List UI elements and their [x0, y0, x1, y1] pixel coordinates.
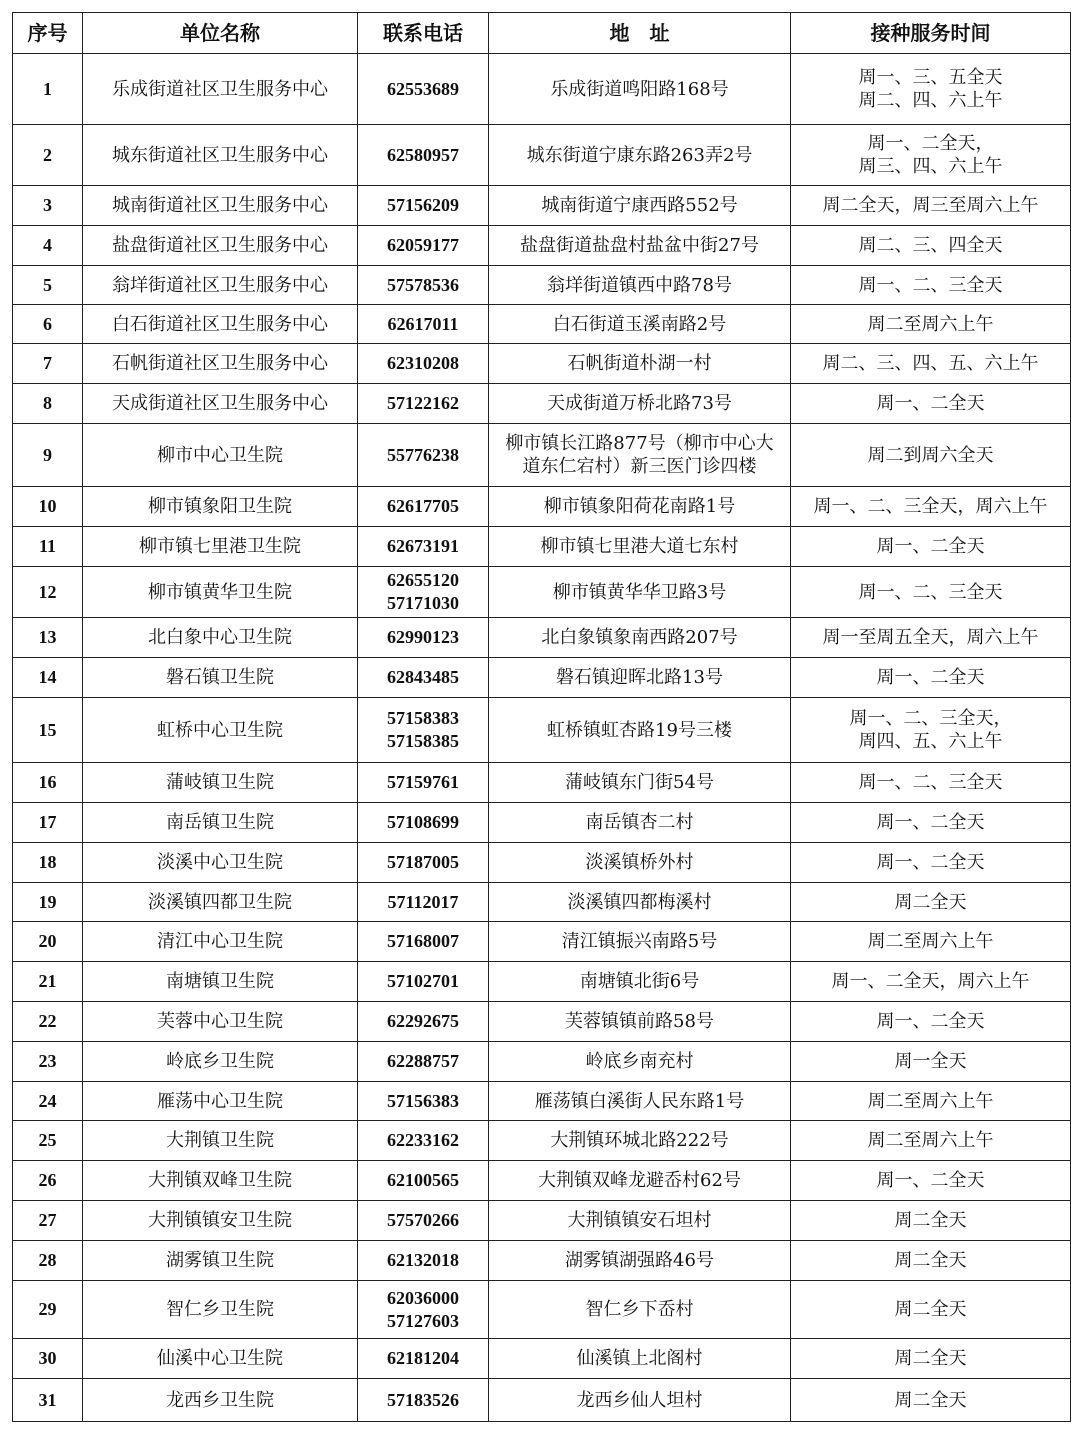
- service-hours: 周一、二、三全天，周六上午: [791, 487, 1071, 527]
- row-number: 4: [13, 226, 83, 266]
- header-no: 序号: [13, 13, 83, 54]
- row-number: 26: [13, 1161, 83, 1201]
- unit-name: 乐成街道社区卫生服务中心: [83, 54, 358, 125]
- row-number: 13: [13, 618, 83, 658]
- table-row: [13, 424, 1071, 487]
- table-row: [13, 266, 1071, 305]
- phone-number: 62132018: [358, 1241, 489, 1281]
- service-hours: 周一、二、三全天， 周四、五、六上午: [791, 698, 1071, 763]
- unit-name: 芙蓉中心卫生院: [83, 1002, 358, 1042]
- phone-number: 62036000 57127603: [358, 1281, 489, 1339]
- service-hours: 周一、二全天: [791, 803, 1071, 843]
- phone-number: 62310208: [358, 344, 489, 384]
- row-number: 12: [13, 567, 83, 618]
- header-row: [13, 13, 1071, 54]
- address: 智仁乡下岙村: [489, 1281, 791, 1339]
- header-address: 地 址: [489, 13, 791, 54]
- unit-name: 石帆街道社区卫生服务中心: [83, 344, 358, 384]
- address: 清江镇振兴南路5号: [489, 922, 791, 962]
- phone-number: 57112017: [358, 883, 489, 922]
- row-number: 7: [13, 344, 83, 384]
- address: 城南街道宁康西路552号: [489, 186, 791, 226]
- phone-number: 62617705: [358, 487, 489, 527]
- address: 乐成街道鸣阳路168号: [489, 54, 791, 125]
- phone-number: 57156209: [358, 186, 489, 226]
- row-number: 25: [13, 1121, 83, 1161]
- row-number: 17: [13, 803, 83, 843]
- address: 柳市镇长江路877号（柳市中心大 道东仁宕村）新三医门诊四楼: [489, 424, 791, 487]
- table-row: [13, 186, 1071, 226]
- service-hours: 周二至周六上午: [791, 1121, 1071, 1161]
- unit-name: 柳市镇七里港卫生院: [83, 527, 358, 567]
- address: 盐盘街道盐盘村盐盆中街27号: [489, 226, 791, 266]
- service-hours: 周二到周六全天: [791, 424, 1071, 487]
- phone-number: 62100565: [358, 1161, 489, 1201]
- service-hours: 周一、二全天: [791, 1002, 1071, 1042]
- address: 天成街道万桥北路73号: [489, 384, 791, 424]
- table-row: [13, 1241, 1071, 1281]
- address: 湖雾镇湖强路46号: [489, 1241, 791, 1281]
- table-row: [13, 618, 1071, 658]
- address: 大荆镇双峰龙避岙村62号: [489, 1161, 791, 1201]
- service-hours: 周二全天: [791, 1241, 1071, 1281]
- table-row: [13, 883, 1071, 922]
- unit-name: 大荆镇双峰卫生院: [83, 1161, 358, 1201]
- row-number: 6: [13, 305, 83, 344]
- phone-number: 57102701: [358, 962, 489, 1002]
- table-row: [13, 763, 1071, 803]
- row-number: 23: [13, 1042, 83, 1082]
- row-number: 27: [13, 1201, 83, 1241]
- service-hours: 周一、二、三全天: [791, 763, 1071, 803]
- service-hours: 周二、三、四全天: [791, 226, 1071, 266]
- service-hours: 周一、二全天: [791, 658, 1071, 698]
- unit-name: 蒲岐镇卫生院: [83, 763, 358, 803]
- unit-name: 南塘镇卫生院: [83, 962, 358, 1002]
- address: 柳市镇象阳荷花南路1号: [489, 487, 791, 527]
- table-row: [13, 962, 1071, 1002]
- address: 淡溪镇桥外村: [489, 843, 791, 883]
- address: 石帆街道朴湖一村: [489, 344, 791, 384]
- phone-number: 57168007: [358, 922, 489, 962]
- table-row: [13, 226, 1071, 266]
- table-row: [13, 487, 1071, 527]
- service-hours: 周二全天: [791, 1339, 1071, 1379]
- row-number: 19: [13, 883, 83, 922]
- table-row: [13, 1002, 1071, 1042]
- service-hours: 周二至周六上午: [791, 305, 1071, 344]
- phone-number: 57122162: [358, 384, 489, 424]
- row-number: 30: [13, 1339, 83, 1379]
- phone-number: 62292675: [358, 1002, 489, 1042]
- address: 蒲岐镇东门街54号: [489, 763, 791, 803]
- unit-name: 北白象中心卫生院: [83, 618, 358, 658]
- phone-number: 62990123: [358, 618, 489, 658]
- unit-name: 龙西乡卫生院: [83, 1379, 358, 1422]
- service-hours: 周二全天: [791, 883, 1071, 922]
- service-hours: 周二至周六上午: [791, 1082, 1071, 1121]
- phone-number: 62655120 57171030: [358, 567, 489, 618]
- phone-number: 62288757: [358, 1042, 489, 1082]
- address: 大荆镇环城北路222号: [489, 1121, 791, 1161]
- address: 雁荡镇白溪街人民东路1号: [489, 1082, 791, 1121]
- unit-name: 翁垟街道社区卫生服务中心: [83, 266, 358, 305]
- service-hours: 周一、二、三全天: [791, 266, 1071, 305]
- service-hours: 周一全天: [791, 1042, 1071, 1082]
- service-hours: 周二全天: [791, 1379, 1071, 1422]
- unit-name: 磐石镇卫生院: [83, 658, 358, 698]
- address: 芙蓉镇镇前路58号: [489, 1002, 791, 1042]
- unit-name: 岭底乡卫生院: [83, 1042, 358, 1082]
- unit-name: 南岳镇卫生院: [83, 803, 358, 843]
- unit-name: 柳市镇象阳卫生院: [83, 487, 358, 527]
- unit-name: 大荆镇卫生院: [83, 1121, 358, 1161]
- unit-name: 城东街道社区卫生服务中心: [83, 125, 358, 186]
- phone-number: 57156383: [358, 1082, 489, 1121]
- unit-name: 仙溪中心卫生院: [83, 1339, 358, 1379]
- unit-name: 大荆镇镇安卫生院: [83, 1201, 358, 1241]
- service-hours: 周一、二全天， 周三、四、六上午: [791, 125, 1071, 186]
- table-row: [13, 344, 1071, 384]
- service-hours: 周一、二全天: [791, 843, 1071, 883]
- row-number: 18: [13, 843, 83, 883]
- unit-name: 清江中心卫生院: [83, 922, 358, 962]
- table-row: [13, 1281, 1071, 1339]
- address: 南岳镇杏二村: [489, 803, 791, 843]
- table-row: [13, 658, 1071, 698]
- service-hours: 周一、二、三全天: [791, 567, 1071, 618]
- address: 仙溪镇上北阁村: [489, 1339, 791, 1379]
- row-number: 21: [13, 962, 83, 1002]
- phone-number: 62580957: [358, 125, 489, 186]
- row-number: 28: [13, 1241, 83, 1281]
- phone-number: 62233162: [358, 1121, 489, 1161]
- table-row: [13, 305, 1071, 344]
- phone-number: 62843485: [358, 658, 489, 698]
- address: 北白象镇象南西路207号: [489, 618, 791, 658]
- unit-name: 盐盘街道社区卫生服务中心: [83, 226, 358, 266]
- address: 磐石镇迎晖北路13号: [489, 658, 791, 698]
- table-row: [13, 843, 1071, 883]
- service-hours: 周二全天，周三至周六上午: [791, 186, 1071, 226]
- unit-name: 天成街道社区卫生服务中心: [83, 384, 358, 424]
- phone-number: 62059177: [358, 226, 489, 266]
- service-hours: 周一、二全天: [791, 1161, 1071, 1201]
- table-row: [13, 803, 1071, 843]
- phone-number: 57108699: [358, 803, 489, 843]
- unit-name: 白石街道社区卫生服务中心: [83, 305, 358, 344]
- phone-number: 62553689: [358, 54, 489, 125]
- address: 龙西乡仙人坦村: [489, 1379, 791, 1422]
- table-row: [13, 1042, 1071, 1082]
- phone-number: 57159761: [358, 763, 489, 803]
- row-number: 10: [13, 487, 83, 527]
- address: 淡溪镇四都梅溪村: [489, 883, 791, 922]
- header-phone: 联系电话: [358, 13, 489, 54]
- unit-name: 虹桥中心卫生院: [83, 698, 358, 763]
- unit-name: 城南街道社区卫生服务中心: [83, 186, 358, 226]
- row-number: 22: [13, 1002, 83, 1042]
- table-row: [13, 1082, 1071, 1121]
- row-number: 31: [13, 1379, 83, 1422]
- table-row: [13, 1339, 1071, 1379]
- service-hours: 周一、二全天，周六上午: [791, 962, 1071, 1002]
- table-row: [13, 1379, 1071, 1422]
- row-number: 16: [13, 763, 83, 803]
- phone-number: 57570266: [358, 1201, 489, 1241]
- address: 城东街道宁康东路263弄2号: [489, 125, 791, 186]
- header-hours: 接种服务时间: [791, 13, 1071, 54]
- row-number: 8: [13, 384, 83, 424]
- table-row: [13, 527, 1071, 567]
- phone-number: 57578536: [358, 266, 489, 305]
- service-hours: 周二全天: [791, 1201, 1071, 1241]
- phone-number: 57183526: [358, 1379, 489, 1422]
- vaccination-sites-table: [12, 12, 1071, 1422]
- row-number: 11: [13, 527, 83, 567]
- table-row: [13, 1161, 1071, 1201]
- phone-number: 55776238: [358, 424, 489, 487]
- address: 柳市镇黄华华卫路3号: [489, 567, 791, 618]
- row-number: 9: [13, 424, 83, 487]
- unit-name: 柳市中心卫生院: [83, 424, 358, 487]
- service-hours: 周一、二全天: [791, 384, 1071, 424]
- address: 虹桥镇虹杏路19号三楼: [489, 698, 791, 763]
- unit-name: 柳市镇黄华卫生院: [83, 567, 358, 618]
- table-row: [13, 1121, 1071, 1161]
- phone-number: 57187005: [358, 843, 489, 883]
- table-row: [13, 384, 1071, 424]
- service-hours: 周一、三、五全天 周二、四、六上午: [791, 54, 1071, 125]
- row-number: 2: [13, 125, 83, 186]
- table-row: [13, 54, 1071, 125]
- unit-name: 淡溪镇四都卫生院: [83, 883, 358, 922]
- address: 白石街道玉溪南路2号: [489, 305, 791, 344]
- service-hours: 周一至周五全天，周六上午: [791, 618, 1071, 658]
- table-row: [13, 125, 1071, 186]
- address: 大荆镇镇安石坦村: [489, 1201, 791, 1241]
- row-number: 5: [13, 266, 83, 305]
- service-hours: 周一、二全天: [791, 527, 1071, 567]
- table-row: [13, 698, 1071, 763]
- address: 柳市镇七里港大道七东村: [489, 527, 791, 567]
- service-hours: 周二至周六上午: [791, 922, 1071, 962]
- table-row: [13, 567, 1071, 618]
- service-hours: 周二全天: [791, 1281, 1071, 1339]
- unit-name: 雁荡中心卫生院: [83, 1082, 358, 1121]
- address: 岭底乡南充村: [489, 1042, 791, 1082]
- row-number: 15: [13, 698, 83, 763]
- row-number: 29: [13, 1281, 83, 1339]
- phone-number: 57158383 57158385: [358, 698, 489, 763]
- service-hours: 周二、三、四、五、六上午: [791, 344, 1071, 384]
- row-number: 3: [13, 186, 83, 226]
- phone-number: 62181204: [358, 1339, 489, 1379]
- row-number: 24: [13, 1082, 83, 1121]
- unit-name: 湖雾镇卫生院: [83, 1241, 358, 1281]
- header-name: 单位名称: [83, 13, 358, 54]
- table-row: [13, 922, 1071, 962]
- unit-name: 淡溪中心卫生院: [83, 843, 358, 883]
- table-row: [13, 1201, 1071, 1241]
- address: 翁垟街道镇西中路78号: [489, 266, 791, 305]
- address: 南塘镇北街6号: [489, 962, 791, 1002]
- row-number: 14: [13, 658, 83, 698]
- row-number: 20: [13, 922, 83, 962]
- phone-number: 62673191: [358, 527, 489, 567]
- row-number: 1: [13, 54, 83, 125]
- phone-number: 62617011: [358, 305, 489, 344]
- unit-name: 智仁乡卫生院: [83, 1281, 358, 1339]
